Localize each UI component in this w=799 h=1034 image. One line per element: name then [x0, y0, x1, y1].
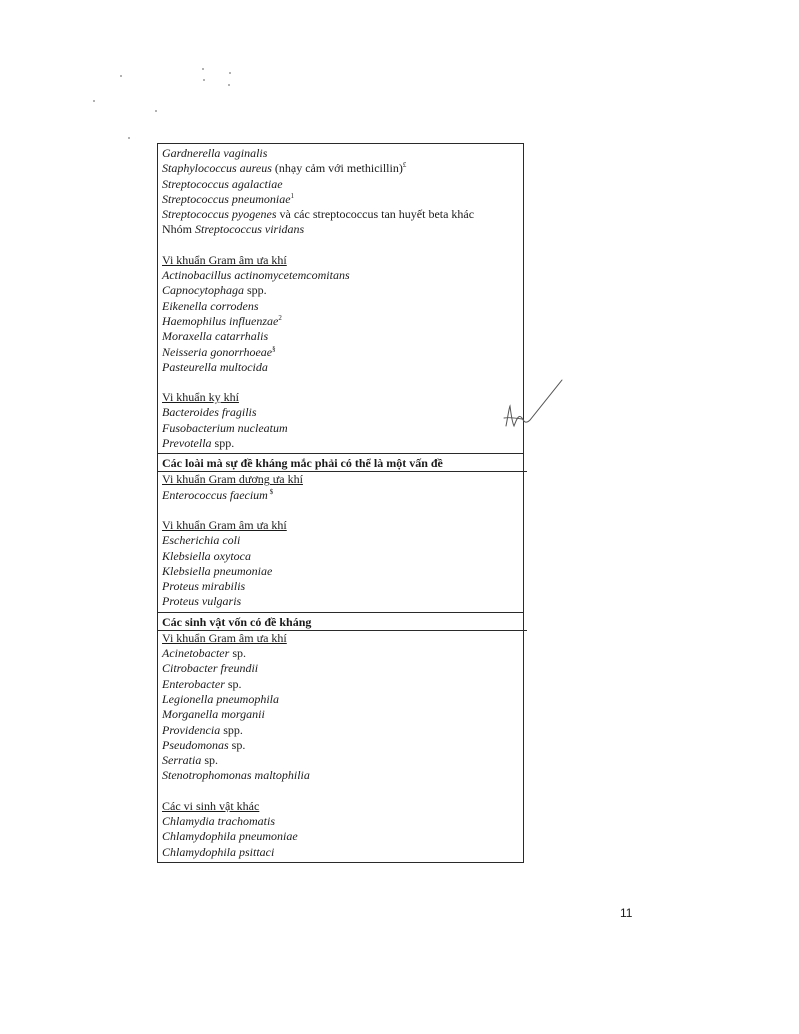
organism-entry: [162, 192, 523, 207]
organism-entry: [162, 314, 523, 329]
organism-name: Bacteroides fragilis: [162, 405, 257, 420]
organism-entry: [162, 829, 523, 844]
organism-entry: [162, 360, 523, 375]
organism-name: Pasteurella multocida: [162, 359, 268, 374]
organism-name: Acinetobacter: [162, 646, 230, 661]
organism-entry: [162, 707, 523, 722]
organism-entry: [162, 146, 523, 161]
organism-name: Pseudomonas: [162, 737, 229, 752]
susceptibility-table: [157, 143, 524, 863]
organism-name: Streptococcus pyogenes: [162, 207, 277, 222]
entry-text: spp.: [220, 722, 243, 737]
group-title: Vi khuẩn Gram âm ưa khí: [162, 630, 287, 645]
organism-entry: [162, 677, 523, 692]
organism-entry: [162, 207, 523, 222]
organism-entry: [162, 661, 523, 676]
organism-entry: [162, 161, 523, 176]
organism-entry: [162, 692, 523, 707]
organism-name: Citrobacter freundii: [162, 661, 259, 676]
organism-entry: [162, 283, 523, 298]
organism-name: Proteus mirabilis: [162, 579, 246, 594]
organism-entry: [162, 299, 523, 314]
entry-text: spp.: [211, 436, 235, 451]
organism-entry: [162, 564, 523, 579]
organism-name: Prevotella: [162, 436, 212, 451]
organism-entry: [162, 436, 523, 451]
group-title: Vi khuẩn Gram âm ưa khí: [162, 517, 287, 532]
page-number: 11: [620, 906, 633, 920]
organism-name: Providencia: [162, 722, 221, 737]
organism-name: Eikenella corrodens: [162, 298, 259, 313]
group-spacer: [162, 238, 523, 253]
organism-name: Gardnerella vaginalis: [162, 146, 268, 160]
organism-name: Chlamydia trachomatis: [162, 813, 275, 828]
handwritten-signature: [500, 378, 570, 438]
organism-entry: [162, 329, 523, 344]
organism-entry: [162, 723, 523, 738]
organism-name: Enterobacter: [162, 676, 225, 691]
group-spacer: [162, 784, 523, 799]
entry-text: sp.: [201, 753, 219, 768]
organism-entry: [162, 753, 523, 768]
organism-entry: [162, 177, 523, 192]
organism-name: Klebsiella pneumoniae: [162, 563, 273, 578]
group-spacer: [162, 503, 523, 518]
footnote-marker: 1: [290, 191, 295, 200]
organism-entry: [162, 533, 523, 548]
table-section: [158, 612, 523, 862]
organism-entry: [162, 549, 523, 564]
organism-name: Legionella pneumophila: [162, 691, 279, 706]
organism-entry: [162, 646, 523, 661]
organism-name: Capnocytophaga: [162, 283, 244, 298]
group-spacer: [162, 375, 523, 390]
entry-text: sp.: [229, 646, 246, 661]
table-section: [158, 144, 523, 453]
entry-text: (nhạy cảm với methicillin): [271, 161, 403, 176]
organism-name: Streptococcus agalactiae: [162, 176, 283, 191]
organism-name: Streptococcus viridans: [195, 222, 305, 237]
group-title: Vi khuẩn Gram dương ưa khí: [162, 472, 303, 487]
footnote-marker: $: [267, 487, 274, 496]
organism-entry: [162, 768, 523, 783]
organism-name: Enterococcus faecium: [162, 487, 268, 502]
group-title: Vi khuẩn Gram âm ưa khí: [162, 252, 287, 267]
footnote-marker: §: [272, 344, 276, 353]
organism-name: Chlamydophila pneumoniae: [162, 829, 298, 844]
organism-name: Proteus vulgaris: [162, 594, 242, 609]
table-section: [158, 453, 523, 611]
organism-name: Morganella morganii: [162, 707, 265, 722]
group-title: Các vi sinh vật khác: [162, 798, 260, 813]
organism-entry: [162, 738, 523, 753]
organism-entry: [162, 222, 523, 237]
organism-name: Stenotrophomonas maltophilia: [162, 768, 310, 783]
organism-entry: [162, 345, 523, 360]
footnote-marker: £: [402, 161, 407, 170]
organism-name: Serratia: [162, 753, 202, 768]
organism-name: Neisseria gonorrhoeae: [162, 344, 273, 359]
organism-entry: [162, 814, 523, 829]
footnote-marker: 2: [278, 313, 282, 322]
entry-text: spp.: [244, 283, 267, 298]
organism-name: Klebsiella oxytoca: [162, 548, 251, 563]
organism-name: Escherichia coli: [162, 533, 241, 548]
entry-text: Nhóm: [162, 222, 195, 237]
organism-name: Chlamydophila psittaci: [162, 844, 275, 859]
organism-entry: [162, 488, 523, 503]
organism-name: Actinobacillus actinomycetemcomitans: [162, 268, 350, 283]
organism-entry: [162, 845, 523, 860]
organism-name: Fusobacterium nucleatum: [162, 420, 288, 435]
section-header: Các loài mà sự đề kháng mắc phải có thể là một vấn đề: [158, 456, 527, 472]
organism-name: Streptococcus pneumoniae: [162, 191, 291, 206]
section-header: Các sinh vật vốn có đề kháng: [158, 615, 527, 631]
organism-entry: [162, 405, 523, 420]
entry-text: sp.: [228, 737, 246, 752]
organism-name: Staphylococcus aureus: [162, 161, 272, 176]
organism-entry: [162, 421, 523, 436]
organism-name: Moraxella catarrhalis: [162, 329, 269, 344]
group-title: Vi khuẩn kỵ khí: [162, 390, 239, 405]
organism-name: Haemophilus influenzae: [162, 313, 279, 328]
entry-text: sp.: [224, 676, 242, 691]
entry-text: và các streptococcus tan huyết beta khác: [276, 207, 475, 222]
organism-entry: [162, 594, 523, 609]
organism-entry: [162, 268, 523, 283]
organism-entry: [162, 579, 523, 594]
